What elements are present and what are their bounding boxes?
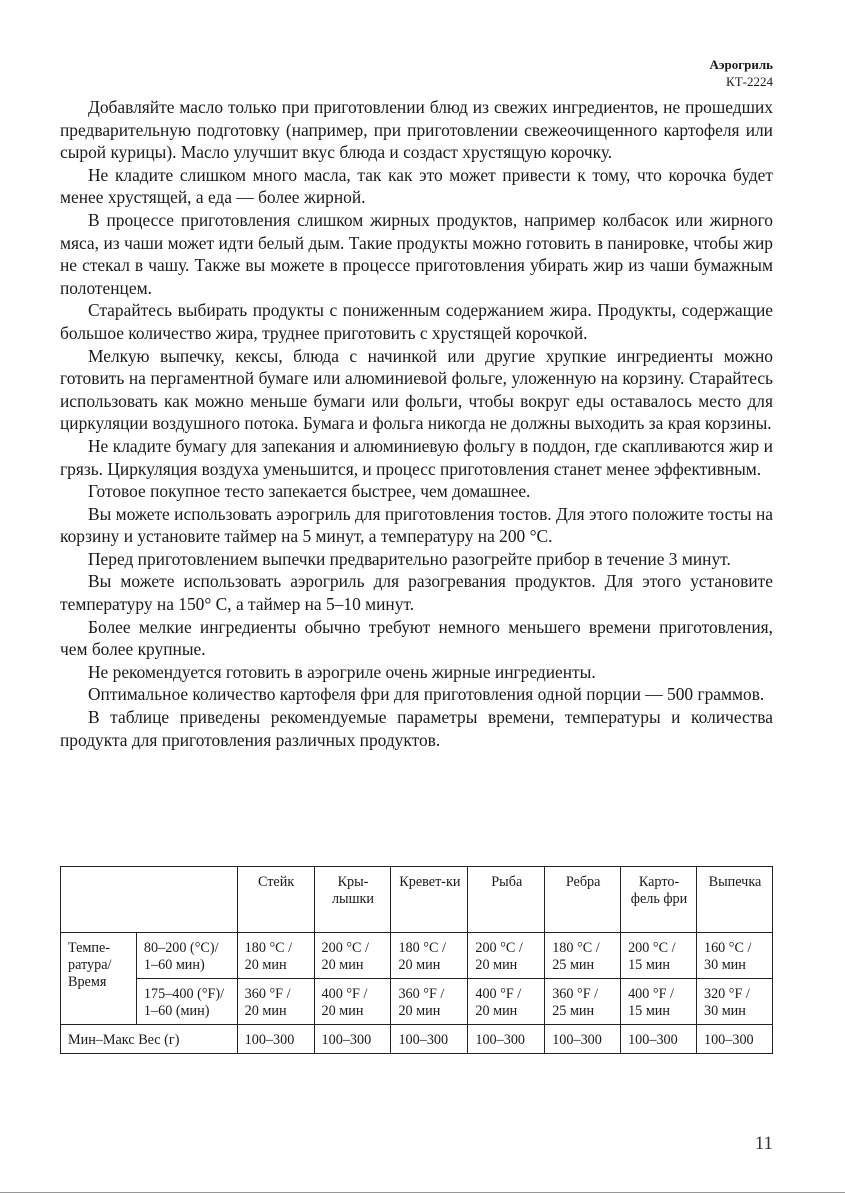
table-cell: 200 °С / 15 мин <box>621 933 697 979</box>
table-header-row <box>61 867 773 933</box>
column-header-wings: Кры-лышки <box>314 867 391 933</box>
table-cell: 400 °F / 15 мин <box>621 979 697 1025</box>
column-header-steak: Стейк <box>237 867 314 933</box>
body-text <box>60 96 773 751</box>
table-cell: 360 °F / 20 мин <box>391 979 468 1025</box>
table-row-weight <box>61 1025 773 1054</box>
paragraph: Не кладите слишком много масла, так как это может привести к тому, что корочка будет менее хрустящей, а еда — более жирной. <box>60 164 773 208</box>
table-cell: 360 °F / 25 мин <box>545 979 621 1025</box>
row-label-temp-time: Темпе-ратура/ Время <box>61 933 137 1025</box>
column-header-fries: Карто-фель фри <box>621 867 697 933</box>
table-cell: 100–300 <box>545 1025 621 1054</box>
paragraph: В таблице приведены рекомендуемые параметры времени, температуры и количества продукта для приготовления различных продуктов. <box>60 707 773 750</box>
header-model-number: КТ-2224 <box>726 74 773 89</box>
table-cell: 180 °С / 20 мин <box>237 933 314 979</box>
paragraph: Не рекомендуется готовить в аэрогриле очень жирные ингредиенты. <box>88 661 596 682</box>
row-label-weight: Мин–Макс Вес (г) <box>61 1025 238 1054</box>
table-cell: 400 °F / 20 мин <box>314 979 391 1025</box>
table-cell: 200 °С / 20 мин <box>314 933 391 979</box>
table-cell: 100–300 <box>314 1025 391 1054</box>
header-product-name: Аэрогриль <box>709 57 773 72</box>
table-cell: 100–300 <box>696 1025 772 1054</box>
paragraph: Мелкую выпечку, кексы, блюда с начинкой или другие хрупкие ингредиенты можно готовить на пергаментной бумаге или алюминиевой фольге, уложенную на корзину. Старайтесь использовать как можно меньше бумаги или фольги, чтобы вокруг еды оставалось место для циркуляции воздушного потока. Бумага и фольга никогда не должны выходить за края корзины. <box>60 345 773 434</box>
row-label-celsius: 80–200 (°С)/ 1–60 мин) <box>136 933 237 979</box>
paragraph: Вы можете использовать аэрогриль для приготовления тостов. Для этого положите тосты на корзину и установите таймер на 5 минут, а температуру на 200 °С. <box>60 503 773 547</box>
column-header-shrimp: Кревет-ки <box>391 867 468 933</box>
table-cell: 360 °F / 20 мин <box>237 979 314 1025</box>
table-cell: 180 °С / 25 мин <box>545 933 621 979</box>
document-header <box>709 56 773 90</box>
bottom-divider <box>0 1192 845 1193</box>
column-header-pastry: Выпечка <box>696 867 772 933</box>
table-cell: 100–300 <box>237 1025 314 1054</box>
paragraph: Старайтесь выбирать продукты с пониженным содержанием жира. Продукты, содержащие большое количество жира, труднее приготовить с хрустящей корочкой. <box>60 300 773 343</box>
paragraph: Более мелкие ингредиенты обычно требуют немного меньшего времени приготовления, чем более крупные. <box>60 616 773 660</box>
table-cell: 320 °F / 30 мин <box>696 979 772 1025</box>
table-cell: 100–300 <box>468 1025 545 1054</box>
paragraph: Оптимальное количество картофеля фри для приготовления одной порции — 500 граммов. <box>88 684 765 705</box>
paragraph: Не кладите бумагу для запекания и алюминиевую фольгу в поддон, где скапливаются жир и грязь. Циркуляция воздуха уменьшится, и процесс приготовления станет менее эффективным. <box>60 435 773 479</box>
column-header-fish: Рыба <box>468 867 545 933</box>
cooking-parameters-table <box>60 866 773 1054</box>
table-row-celsius <box>61 933 773 979</box>
paragraph: Вы можете использовать аэрогриль для разогревания продуктов. Для этого установите температуру на 150° С, а таймер на 5–10 минут. <box>60 571 773 615</box>
paragraph: Добавляйте масло только при приготовлении блюд из свежих ингредиентов, не прошедших предварительную подготовку (например, при приготовлении свежеочищенного картофеля или сырой курицы). Масло улучшит вкус блюда и создаст хрустящую корочку. <box>60 97 773 163</box>
paragraph: В процессе приготовления слишком жирных продуктов, например колбасок или жирного мяса, из чаши может идти белый дым. Такие продукты можно готовить в панировке, чтобы жир не стекал в чашу. Также вы можете в процессе приготовления убирать жир из чаши бумажным полотенцем. <box>60 209 773 298</box>
table-cell: 200 °С / 20 мин <box>468 933 545 979</box>
table-cell: 160 °С / 30 мин <box>696 933 772 979</box>
column-header-ribs: Ребра <box>545 867 621 933</box>
table-cell: 180 °С / 20 мин <box>391 933 468 979</box>
table-corner-cell <box>61 867 238 933</box>
table-row-fahrenheit <box>61 979 773 1025</box>
paragraph: Готовое покупное тесто запекается быстрее, чем домашнее. <box>88 481 531 502</box>
table-cell: 100–300 <box>621 1025 697 1054</box>
row-label-fahrenheit: 175–400 (°F)/ 1–60 (мин) <box>136 979 237 1025</box>
page-number: 11 <box>754 1133 773 1154</box>
paragraph: Перед приготовлением выпечки предварительно разогрейте прибор в течение 3 минут. <box>88 548 731 569</box>
table-cell: 100–300 <box>391 1025 468 1054</box>
table-cell: 400 °F / 20 мин <box>468 979 545 1025</box>
